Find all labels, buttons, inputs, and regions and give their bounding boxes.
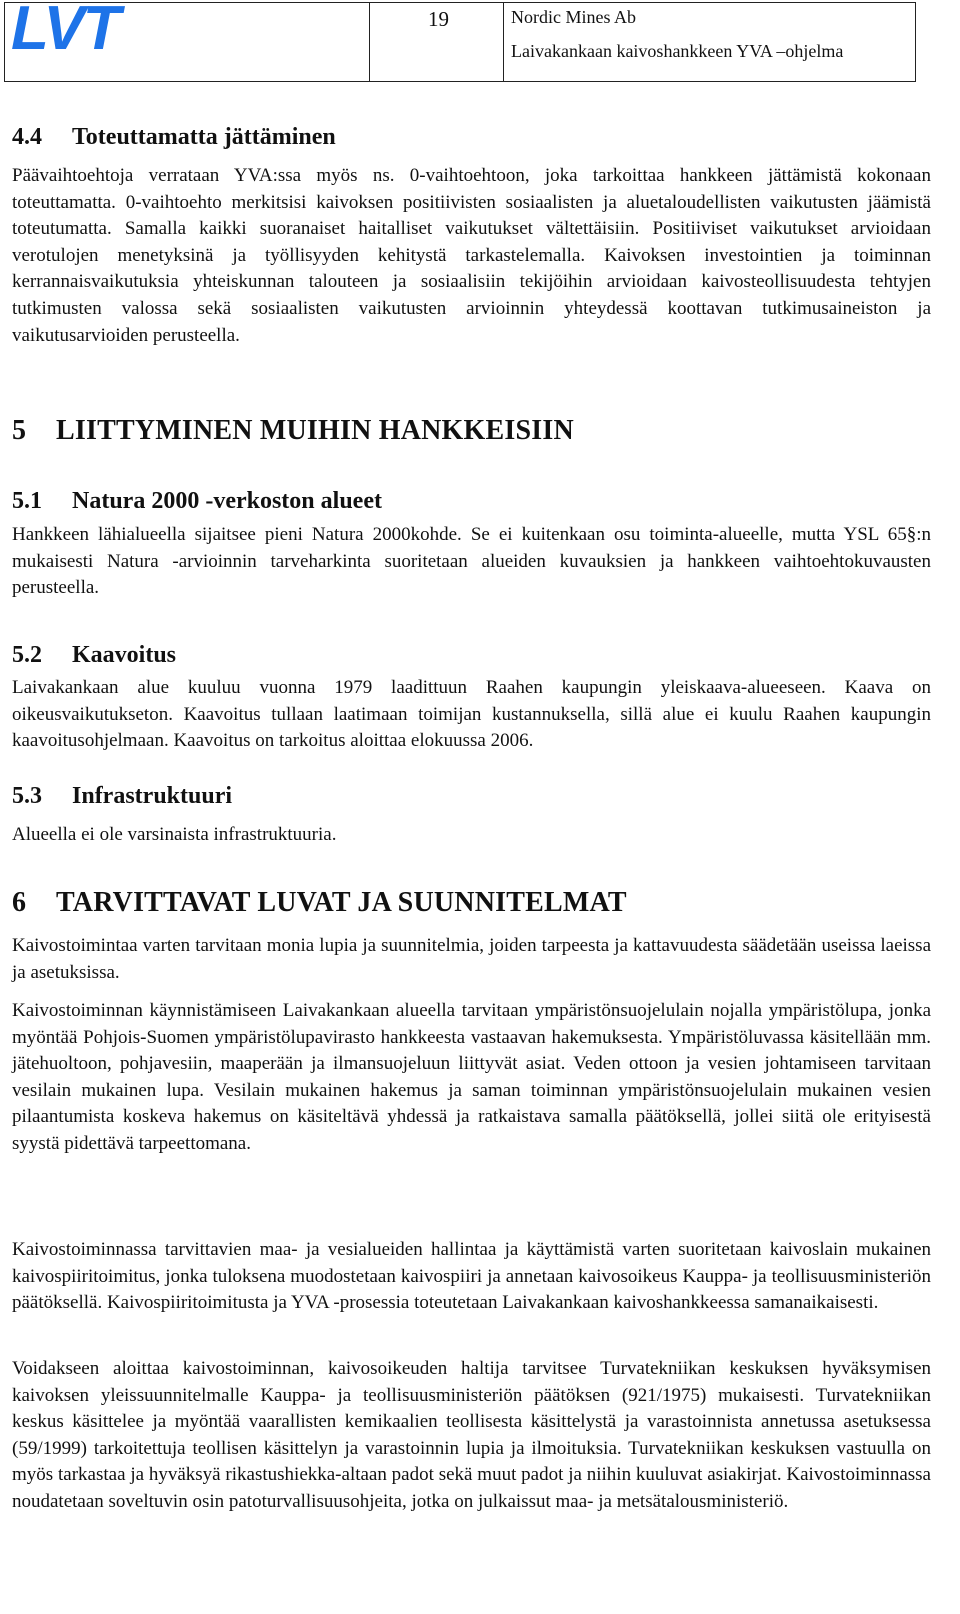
document-info-cell [504, 3, 915, 81]
heading-5-2 [12, 642, 176, 669]
paragraph-5-3: Alueella ei ole varsinaista infrastruktuuria. [12, 824, 337, 845]
paragraph-5-2: Laivakankaan alue kuuluu vuonna 1979 laadittuun Raahen kaupungin yleiskaava-alueeseen. Kaava on oikeusvaikutukseton. Kaavoitus tullaan laatimaan toimijan kustannuksella, sillä alue ei kuulu Raahen kaupungin kaavoitusohjelmaan. Kaavoitus on tarkoitus aloittaa elokuussa 2006. [12, 677, 931, 752]
paragraph-4-4: Päävaihtoehtoja verrataan YVA:ssa myös ns. 0-vaihtoehtoon, joka tarkoittaa hankkeen jättämistä kokonaan toteuttamatta. 0-vaihtoehto merkitsisi kaivoksen positiivisten sosiaalisten ja aluetaloudellisten vaikutusten jäämistä toteutumatta. Samalla kaikki suoranaiset haitalliset vaikutukset vältettäisiin. Positiiviset vaikutukset arvioidaan verotulojen menetyksinä ja työllisyyden kehitystä tarkastelemalla. Kaivoksen investointien ja toiminnan kerrannaisvaikutuksia yhteiskunnan talouteen ja sosiaalisiin tekijöihin arvioidaan kaivosteollisuudesta tehtyjen tutkimusten valossa sekä sosiaalisten vaikutusten arvioinnin yhteydessä koottavan tutkimusaineiston ja vaikutusarvioiden perusteella. [12, 165, 931, 346]
company-name: Nordic Mines Ab [511, 7, 636, 27]
paragraph-6-1: Kaivostoimintaa varten tarvitaan monia lupia ja suunnitelmia, joiden tarpeesta ja kattavuudesta säädetään useissa laeissa ja asetuksissa. [12, 935, 931, 983]
heading-number: 4.4 [12, 124, 42, 150]
logo-cell [5, 3, 370, 81]
paragraph-5-1: Hankkeen lähialueella sijaitsee pieni Natura 2000kohde. Se ei kuitenkaan osu toiminta-alueelle, mutta YSL 65§:n mukaisesti Natura -arvioinnin tarveharkinta suoritetaan alueiden kuvauksien ja hankkeen vaihtoehtokuvausten perusteella. [12, 524, 931, 599]
logo-text: LVT [11, 1, 119, 59]
heading-number: 6 [12, 887, 27, 918]
heading-title: Natura 2000 -verkoston alueet [72, 488, 382, 514]
paragraph-6-4: Voidakseen aloittaa kaivostoiminnan, kaivosoikeuden haltija tarvitsee Turvatekniikan keskuksen hyväksymisen kaivoksen yleissuunnitelmalle Kauppa- ja teollisuusministeriön päätöksen (921/1975) mukaisesti. Turvatekniikan keskus käsittelee ja myöntää vaarallisten kemikaalien teollisesta käsittelystä ja varastoinnista annetussa asetuksessa (59/1999) tarkoitettuja teollisen käsittelyn ja varastoinnin lupia ja ilmoituksia. Turvatekniikan keskuksen vastuulla on myös tarkastaa ja hyväksyä rikastushiekka-altaan padot sekä muut padot ja niihin kuuluvat asiakirjat. Kaivostoiminnassa noudatetaan soveltuvin osin patoturvallisuusohjeita, jotka on julkaissut maa- ja metsätalousministeriö. [12, 1358, 931, 1512]
heading-number: 5 [12, 415, 27, 446]
heading-title: Toteuttamatta jättäminen [72, 124, 336, 150]
paragraph-6-2: Kaivostoiminnan käynnistämiseen Laivakankaan alueella tarvitaan ympäristönsuojelulain nojalla ympäristölupa, jonka myöntää Pohjois-Suomen ympäristölupavirasto hankkeesta vastaavan hakemuksesta. Ympäristöluvassa käsitellään mm. jätehuoltoon, pohjavesiin, maaperään ja ilmansuojeluun liittyvät asiat. Veden ottoon ja vesien johtamiseen tarvitaan vesilain mukainen lupa. Vesilain mukainen hakemus ja saman toiminnan ympäristönsuojelulain mukainen vesien pilaantumista koskeva hakemus on käsiteltävä yhdessä ja ratkaistava samalla päätöksellä, jollei siitä ole erityisestä syystä pidettävä tarpeettomana. [12, 1000, 931, 1154]
paragraph-6-3: Kaivostoiminnassa tarvittavien maa- ja vesialueiden hallintaa ja käyttämistä varten suoritetaan kaivoslain mukainen kaivospiiritoimitus, jonka tuloksena muodostetaan kaivospiiri ja annetaan kaivosoikeus Kauppa- ja teollisuusministeriön päätöksellä. Kaivospiiritoimitusta ja YVA -prosessia toteutetaan Laivakankaan kaivoshankkeessa samanaikaisesti. [12, 1239, 931, 1314]
page-number-cell [370, 3, 504, 81]
heading-number: 5.1 [12, 488, 42, 514]
heading-6 [12, 887, 627, 919]
heading-title: Infrastruktuuri [72, 783, 233, 809]
heading-number: 5.2 [12, 642, 42, 668]
heading-title: Kaavoitus [72, 642, 177, 668]
heading-title: TARVITTAVAT LUVAT JA SUUNNITELMAT [56, 887, 627, 918]
lvt-logo [11, 3, 151, 59]
project-title: Laivakankaan kaivoshankkeen YVA –ohjelma [511, 41, 844, 61]
heading-5-1 [12, 488, 382, 515]
heading-5 [12, 415, 574, 447]
page-number: 19 [428, 7, 449, 31]
page-header [4, 2, 916, 82]
heading-number: 5.3 [12, 783, 42, 809]
heading-title: LIITTYMINEN MUIHIN HANKKEISIIN [56, 415, 574, 446]
heading-4-4 [12, 124, 336, 151]
heading-5-3 [12, 783, 232, 810]
